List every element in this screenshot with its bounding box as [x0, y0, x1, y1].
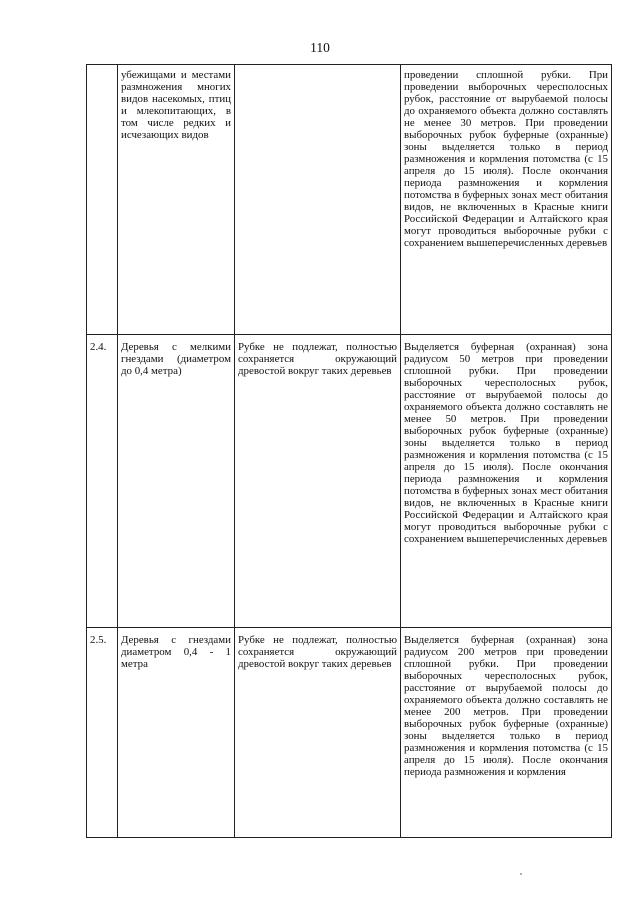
measures-cell: [401, 628, 612, 838]
row-number-cell: 2.4.: [87, 335, 118, 628]
requirement-cell: [235, 628, 401, 838]
measures-text: проведении сплошной рубки. При проведении выборочных чересполосных рубок, расстояние от вырубаемой полосы до охраняемого объекта должно составлять не менее 30 метров. При проведении выборочных рубок буферные (охранные) зоны выделяется только в период размножения и кормления потомства (с 15 апреля до 15 июля). После окончания периода размножения и кормления потомства в буферных зонах мест обитания видов, не включенных в Красные книги Российской Федерации и Алтайского края могут проводиться выборочные рубки с сохранением вышеперечисленных деревьев: [404, 69, 608, 249]
row-number-cell: [87, 65, 118, 335]
measures-cell: [401, 335, 612, 628]
table-row: [87, 628, 612, 838]
requirement-text: Рубке не подлежат, полностью сохраняется окружающий древостой вокруг таких деревьев: [238, 634, 397, 670]
requirement-text: Рубке не подлежат, полностью сохраняется окружающий древостой вокруг таких деревьев: [238, 341, 397, 377]
object-text: Деревья с гнездами диаметром 0,4 - 1 метра: [121, 634, 231, 670]
regulation-table: [86, 64, 612, 838]
object-cell: [118, 628, 235, 838]
requirement-cell: [235, 335, 401, 628]
object-cell: [118, 335, 235, 628]
table-row: [87, 335, 612, 628]
object-text: Деревья с мелкими гнездами (диаметром до 0,4 метра): [121, 341, 231, 377]
table-row: [87, 65, 612, 335]
measures-cell: [401, 65, 612, 335]
measures-text: Выделяется буферная (охранная) зона радиусом 50 метров при проведении сплошной рубки. При проведении выборочных чересполосных рубок, расстояние от вырубаемой полосы до охраняемого объекта должно составлять не менее 50 метров. При проведении выборочных рубок буферные (охранные) зоны выделяется только в период размножения и кормления потомства (с 15 апреля до 15 июля). После окончания периода размножения и кормления потомства в буферных зонах мест обитания видов, не включенных в Красные книги Российской Федерации и Алтайского края могут проводиться выборочные рубки с сохранением вышеперечисленных деревьев: [404, 341, 608, 545]
object-text: убежищами и местами размножения многих видов насекомых, птиц и млекопитающих, в том числе редких и исчезающих видов: [121, 69, 231, 141]
measures-text: Выделяется буферная (охранная) зона радиусом 200 метров при проведении сплошной рубки. При проведении выборочных чересполосных рубок, расстояние от вырубаемой полосы до охраняемого объекта должно составлять не менее 200 метров. При проведении выборочных рубок буферные (охранные) зоны выделяется только в период размножения и кормления потомства (с 15 апреля до 15 июля). После окончания периода размножения и кормления: [404, 634, 608, 778]
row-number-cell: 2.5.: [87, 628, 118, 838]
requirement-cell: [235, 65, 401, 335]
scan-artifact: [520, 873, 522, 875]
page-number: 110: [310, 40, 330, 55]
object-cell: [118, 65, 235, 335]
